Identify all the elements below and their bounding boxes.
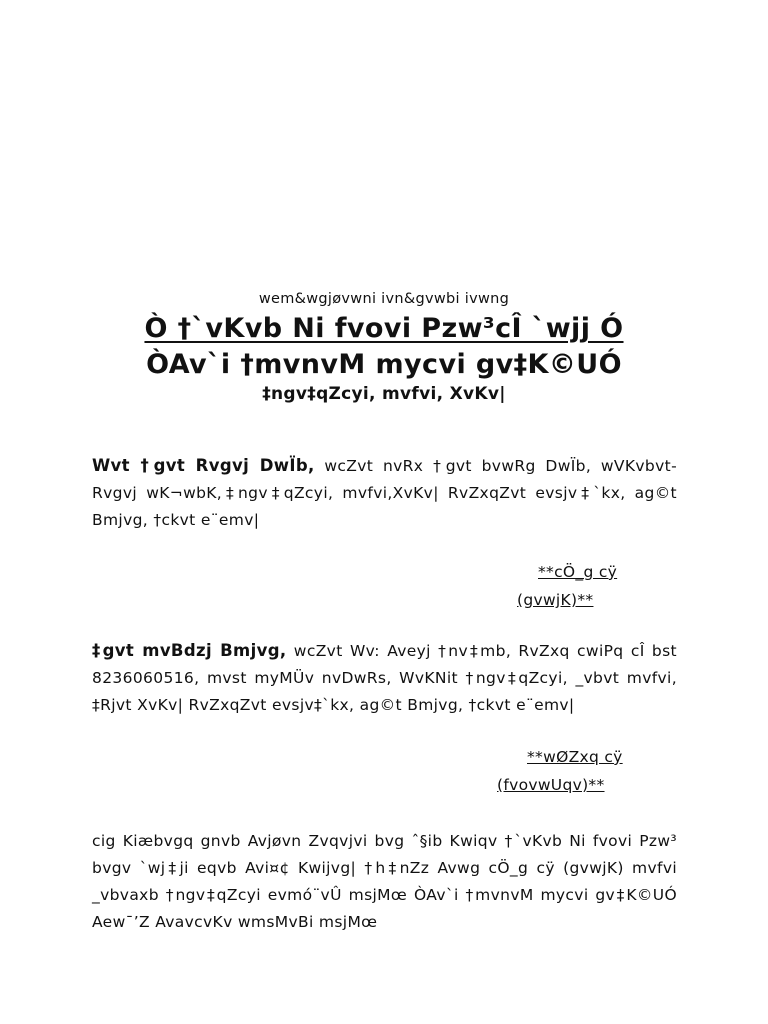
court-line: wem&wgjøvwni ivn&gvwbi ivwng <box>258 291 510 307</box>
first-party-details: wcZvt nvRx †gvt bvwRg DwÏb, wVKvbvt- Rvgvj wK¬wbK,‡ngv‡qZcyi, mvfvi,XvKv| RvZxqZvt evsjv‡`kx, ag©t Bmjvg, †ckvt e¨emv| <box>92 457 678 529</box>
second-party-role: (fvovwUqv)** <box>497 776 605 794</box>
first-party-name: Wvt †gvt Rvgvj DwÏb, <box>92 456 315 475</box>
first-party-label: **cÖ_g cÿ <box>538 563 618 581</box>
document-title: Ò †`vKvb Ni fvovi Pzw³cÎ `wjj Ó <box>144 313 624 344</box>
first-party-role: (gvwjK)** <box>517 591 594 609</box>
second-party-details: wcZvt Wv: Aveyj †nv‡mb, RvZxq cwiPq cÎ bst 8236060516, mvst myMÜv nvDwRs, WvKNit †ngv‡qZcyi, _vbvt mvfvi, ‡Rjvt XvKv| RvZxqZvt evsjv‡`kx, ag©t Bmjvg, †ckvt e¨emv| <box>92 642 677 714</box>
second-party-label: **wØZxq cÿ <box>527 748 623 766</box>
second-party-paragraph <box>92 637 677 719</box>
agreement-body-paragraph: cig Kiæbvgq gnvb Avjøvn Zvqvjvi bvg ˆ§ib Kwiqv †`vKvb Ni fvovi Pzw³ bvgv `wj‡ji eqvb Avi¤¢ Kwijvg| †h‡nZz Avwg cÖ_g cÿ (gvwjK) mvfvi _vbvaxb †ngv‡qZcyi evmó¨vÛ msjMœ ÒAv`i †mvnvM mycvi gv‡K©UÓ Aew¯’Z AvavcvKv wmsMvBi msjMœ <box>92 832 677 931</box>
market-name: ÒAv`i †mvnvM mycvi gv‡K©UÓ <box>146 349 622 380</box>
second-party-name: ‡gvt mvBdzj Bmjvg, <box>92 641 287 660</box>
first-party-paragraph <box>92 452 677 534</box>
location-subtitle: ‡ngv‡qZcyi, mvfvi, XvKv| <box>262 384 506 404</box>
